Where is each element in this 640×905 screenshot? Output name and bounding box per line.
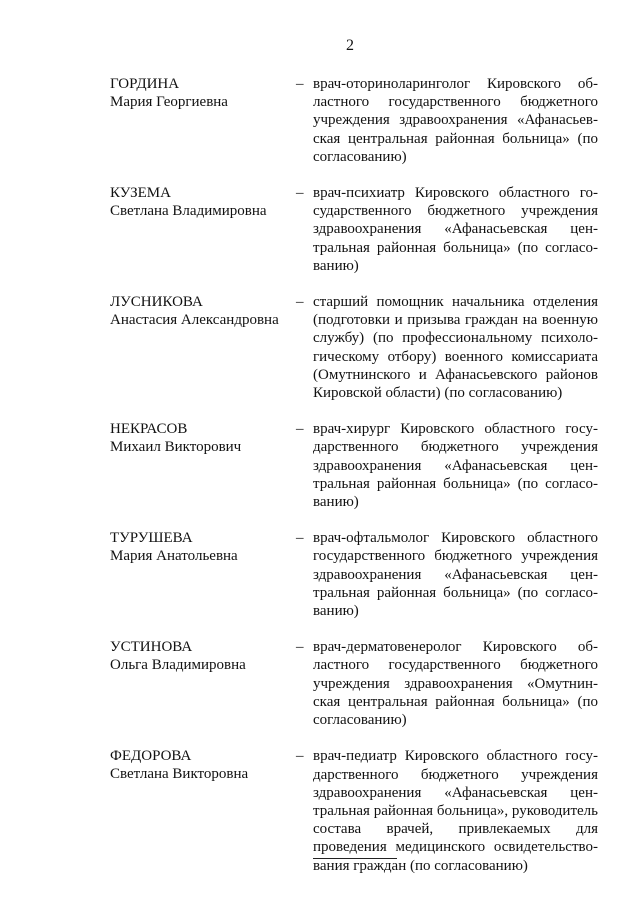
member-role: врач-дерматовенеролог Кировского областного государственного бюджетного учреждения здравоохранения «Омутнинская центральная районная больница» (по согласованию) — [313, 639, 598, 729]
dash: – — [296, 748, 304, 765]
member-surname: УСТИНОВА — [110, 639, 193, 656]
member-name — [110, 75, 290, 111]
member-given-names: Мария Георгиевна — [110, 94, 228, 110]
member-role: врач-психиатр Кировского областного государственного бюджетного учреждения здравоохранения «Афанасьевская центральная районная больница» (по согласованию) — [313, 185, 598, 274]
member-role: врач-оториноларинголог Кировского областного государственного бюджетного учреждения здравоохранения «Афанасьевская центральная районная больница» (по согласованию) — [313, 76, 598, 165]
closing-rule — [313, 858, 397, 859]
member-given-names: Михаил Викторович — [110, 439, 242, 456]
member-surname: НЕКРАСОВ — [110, 421, 188, 438]
member-entry — [110, 184, 598, 275]
dash: – — [296, 421, 304, 438]
member-name — [110, 529, 290, 565]
member-surname: ГОРДИНА — [110, 76, 180, 92]
member-entry — [110, 420, 598, 511]
member-name — [110, 747, 290, 783]
member-given-names: Ольга Владимировна — [110, 657, 246, 674]
member-surname: ТУРУШЕВА — [110, 530, 193, 547]
dash: – — [296, 530, 304, 547]
commission-member-list — [110, 75, 598, 893]
member-entry — [110, 75, 598, 166]
dash: – — [296, 294, 304, 311]
member-given-names: Светлана Викторовна — [110, 766, 249, 783]
member-entry — [110, 529, 598, 620]
member-role: врач-хирург Кировского областного государственного бюджетного учреждения здравоохранения «Афанасьевская центральная районная больница» (по согласованию) — [313, 421, 598, 511]
member-name — [110, 638, 290, 674]
member-name — [110, 420, 290, 456]
member-given-names: Светлана Владимировна — [110, 203, 267, 220]
member-surname: ФЕДОРОВА — [110, 748, 192, 765]
dash: – — [296, 639, 304, 656]
dash: – — [296, 185, 304, 202]
dash: – — [296, 76, 304, 92]
member-given-names: Анастасия Александровна — [110, 312, 279, 329]
member-entry — [110, 293, 598, 402]
page-number: 2 — [346, 37, 354, 54]
member-name — [110, 184, 290, 220]
member-role: врач-педиатр Кировского областного государственного бюджетного учреждения здравоохранения «Афанасьевская центральная районная больница», руководитель состава врачей, привлекаемых для проведения медицинского освидетельствования граждан (по согласованию) — [313, 748, 598, 874]
member-role: старший помощник начальника отделения (подготовки и призыва граждан на военную службу) (по профессиональному психологическому отбору) военного комиссариата (Омутнинского и Афанасьевского районов Кировской области) (по согласованию) — [313, 294, 598, 402]
member-given-names: Мария Анатольевна — [110, 548, 238, 565]
member-surname: ЛУСНИКОВА — [110, 294, 203, 311]
member-entry — [110, 747, 598, 874]
member-role: врач-офтальмолог Кировского областного государственного бюджетного учреждения здравоохранения «Афанасьевская центральная районная больница» (по согласованию) — [313, 530, 598, 620]
member-entry — [110, 638, 598, 729]
member-name — [110, 293, 290, 329]
member-surname: КУЗЕМА — [110, 185, 171, 202]
